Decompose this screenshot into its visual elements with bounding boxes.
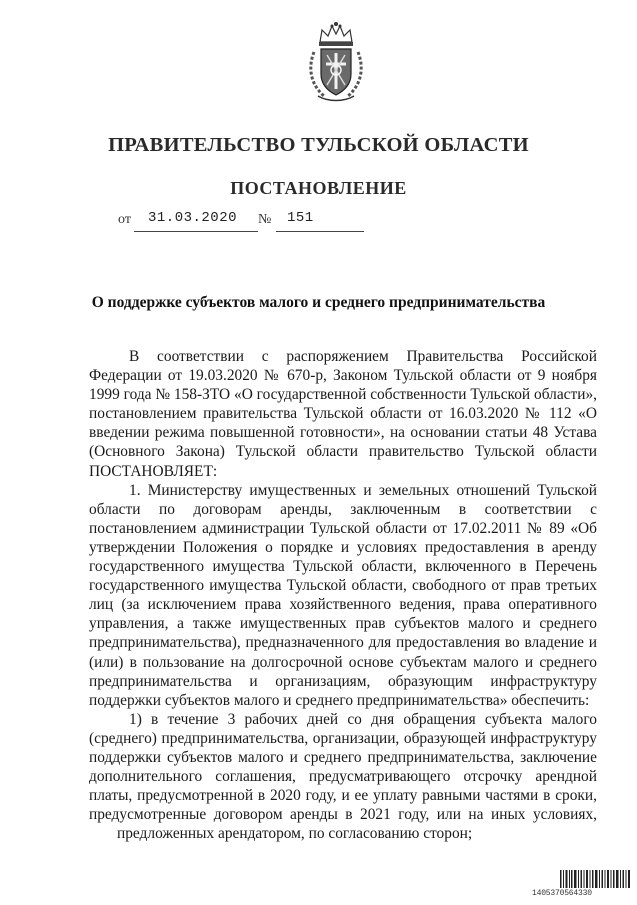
number-underline: [276, 231, 364, 232]
barcode-number: 1405370564330: [532, 889, 592, 898]
coat-of-arms-emblem: [304, 22, 368, 104]
document-number: 151: [287, 210, 314, 226]
number-prefix: №: [258, 212, 272, 227]
intro-decree-word: ПОСТАНОВЛЯЕТ:: [89, 462, 218, 480]
barcode-image: [560, 870, 632, 888]
organization-title: ПРАВИТЕЛЬСТВО ТУЛЬСКОЙ ОБЛАСТИ: [108, 134, 529, 156]
document-body: [89, 347, 597, 843]
document-subject: О поддержке субъектов малого и среднего предпринимательства: [91, 294, 546, 311]
subitem-1-paragraph: 1) в течение 3 рабочих дней со дня обращения субъекта малого (среднего) предпринимательства, организации, образующей инфраструктуру поддержки субъектов малого и среднего предпринимательства, заключение дополнительного соглашения, предусматривающего отсрочку арендной платы, предусмотренной в 2020 году, и ее уплату равными частями в сроки, предусмотренные договором аренды в 2021 году, или на иных условиях,: [89, 710, 597, 824]
document-type-heading: ПОСТАНОВЛЕНИЕ: [230, 178, 407, 198]
item-1-ending: поддержки субъектов малого и среднего предпринимательства» обеспечить:: [89, 691, 590, 709]
item-1-paragraph: 1. Министерству имущественных и земельных отношений Тульской области по договорам аренды, заключенным в соответствии с постановлением администрации Тульской области от 17.02.2011 № 89 «Об утверждении Положения о порядке и условиях предоставления в аренду государственного имущества Тульской области, включенного в Перечень государственного имущества Тульской области, свободного от прав третьих лиц (за исключением права хозяйственного ведения, права оперативного управления, а также имущественных прав субъектов малого и среднего предпринимательства), предназначенного для предоставления во владение и (или) в пользование на долгосрочной основе субъектам малого и среднего предпринимательства и организациям, образующим инфраструктуру: [89, 481, 597, 690]
date-underline: [134, 231, 258, 232]
document-date: 31.03.2020: [148, 210, 238, 226]
subitem-1-ending: предложенных арендатором, по согласованию сторон;: [117, 825, 473, 843]
intro-paragraph: В соответствии с распоряжением Правительства Российской Федерации от 19.03.2020 № 670-р, Законом Тульской области от 9 ноября 1999 года № 158-ЗТО «О государственной собственности Тульской области», постановлением правительства Тульской области от 16.03.2020 № 112 «О введении режима повышенной готовности», на основании статьи 48 Устава (Основного Закона) Тульской области правительство Тульской области: [89, 348, 597, 461]
date-prefix: от: [118, 212, 131, 227]
